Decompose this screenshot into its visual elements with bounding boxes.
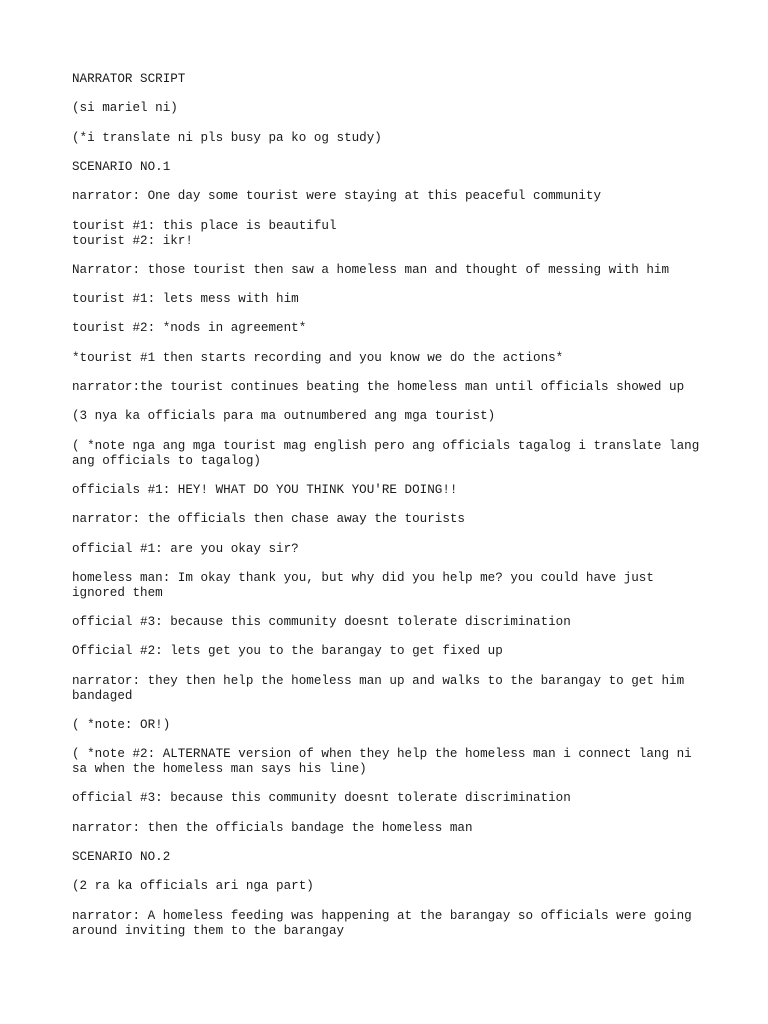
text-line: official #3: because this community doesnt tolerate discrimination xyxy=(72,615,571,629)
text-line: (*i translate ni pls busy pa ko og study) xyxy=(72,131,382,145)
text-line: homeless man: Im okay thank you, but why did you help me? you could have just xyxy=(72,571,654,585)
text-line: tourist #2: *nods in agreement* xyxy=(72,321,307,335)
text-line: Official #2: lets get you to the barangay to get fixed up xyxy=(72,644,503,658)
text-line: Narrator: those tourist then saw a homeless man and thought of messing with him xyxy=(72,263,670,277)
text-line: officials #1: HEY! WHAT DO YOU THINK YOU'RE DOING!! xyxy=(72,483,458,497)
text-line: tourist #1: lets mess with him xyxy=(72,292,299,306)
text-line: bandaged xyxy=(72,689,133,703)
text-line: narrator: A homeless feeding was happening at the barangay so officials were going xyxy=(72,909,692,923)
section-heading: SCENARIO NO.1 xyxy=(72,160,171,174)
text-line: official #3: because this community doesnt tolerate discrimination xyxy=(72,791,571,805)
document-title: NARRATOR SCRIPT xyxy=(72,72,186,86)
text-line: narrator: the officials then chase away the tourists xyxy=(72,512,465,526)
text-line: narrator: then the officials bandage the homeless man xyxy=(72,821,473,835)
text-line: narrator: One day some tourist were staying at this peaceful community xyxy=(72,189,602,203)
text-line: narrator: they then help the homeless man up and walks to the barangay to get him xyxy=(72,674,685,688)
text-line: (3 nya ka officials para ma outnumbered ang mga tourist) xyxy=(72,409,496,423)
text-line: tourist #1: this place is beautiful xyxy=(72,219,337,233)
text-line: *tourist #1 then starts recording and you know we do the actions* xyxy=(72,351,564,365)
text-line: ( *note: OR!) xyxy=(72,718,171,732)
text-line: (2 ra ka officials ari nga part) xyxy=(72,879,314,893)
section-heading: SCENARIO NO.2 xyxy=(72,850,171,864)
text-line: (si mariel ni) xyxy=(72,101,178,115)
text-line: around inviting them to the barangay xyxy=(72,924,345,938)
text-line: ang officials to tagalog) xyxy=(72,454,261,468)
text-line: ignored them xyxy=(72,586,163,600)
text-line: sa when the homeless man says his line) xyxy=(72,762,367,776)
text-line: official #1: are you okay sir? xyxy=(72,542,299,556)
text-line: tourist #2: ikr! xyxy=(72,234,193,248)
text-line: ( *note #2: ALTERNATE version of when they help the homeless man i connect lang ni xyxy=(72,747,692,761)
text-line: ( *note nga ang mga tourist mag english pero ang officials tagalog i translate lang xyxy=(72,439,700,453)
text-line: narrator:the tourist continues beating the homeless man until officials showed up xyxy=(72,380,685,394)
